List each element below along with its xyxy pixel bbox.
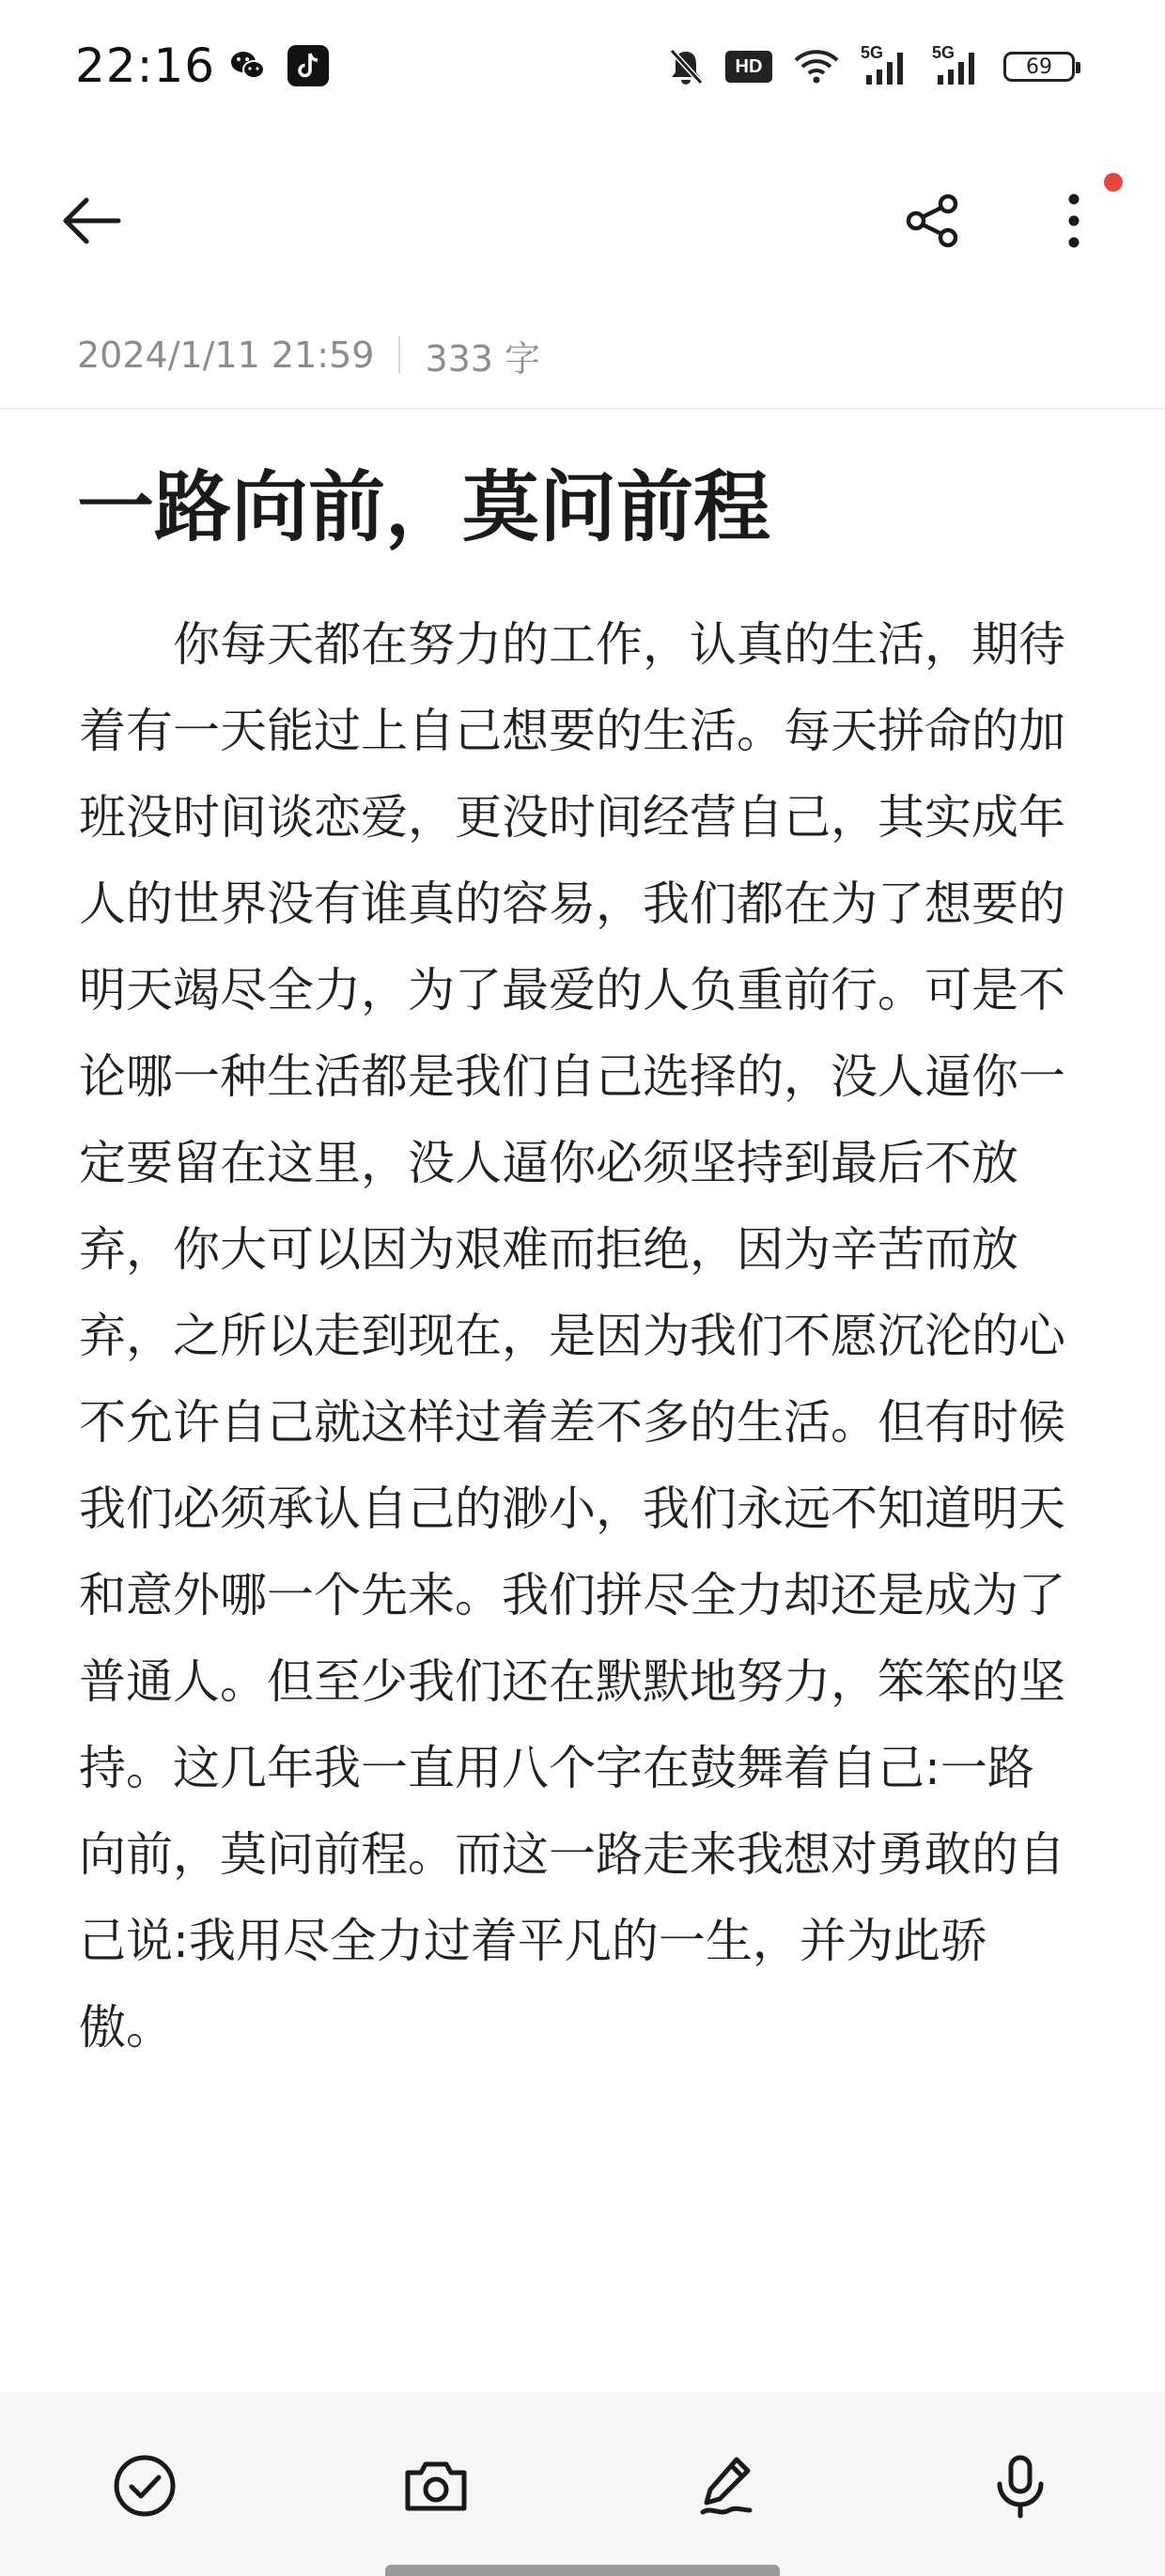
- camera-icon: [402, 2452, 470, 2520]
- network-label: 5G: [861, 43, 884, 62]
- battery-level: 69: [1026, 54, 1052, 79]
- meta-divider: [398, 336, 400, 374]
- signal-5g-icon: [932, 43, 983, 86]
- note-timestamp: 2024/1/11 21:59: [77, 334, 375, 376]
- status-bar: [0, 0, 1165, 141]
- arrow-left-icon: [58, 188, 124, 254]
- mute-icon: [667, 47, 705, 86]
- handwriting-button[interactable]: [680, 2439, 774, 2533]
- home-indicator[interactable]: [385, 2565, 780, 2576]
- hd-icon: HD: [725, 51, 772, 83]
- camera-button[interactable]: [389, 2439, 483, 2533]
- note-body[interactable]: 你每天都在努力的工作，认真的生活，期待着有一天能过上自己想要的生活。每天拼命的加班没时间谈恋爱，更没时间经营自己，其实成年人的世界没有谁真的容易，我们都在为了想要的明天竭尽全力，为了最爱的人负重前行。可是不论哪一种生活都是我们自己选择的，没人逼你一定要留在这里，没人逼你必须坚持到最后不放弃，你大可以因为艰难而拒绝，因为辛苦而放弃，之所以走到现在，是因为我们不愿沉沦的心不允许自己就这样过着差不多的生活。但有时候我们必须承认自己的渺小，我们永远不知道明天和意外哪一个先来。我们拼尽全力却还是成为了普通人。但至少我们还在默默地努力，笨笨的坚持。这几年我一直用八个字在鼓舞着自己:一路向前，莫问前程。而这一路走来我想对勇敢的自己说:我用尽全力过着平凡的一生，并为此骄傲。: [79, 617, 1065, 2055]
- status-indicators: [667, 45, 1075, 88]
- note-toolbar: [0, 169, 1165, 272]
- notification-dot: [1104, 173, 1123, 192]
- voice-input-button[interactable]: [973, 2439, 1067, 2533]
- checklist-icon: [111, 2452, 179, 2520]
- network-label: 5G: [932, 43, 955, 62]
- more-vertical-icon: [1060, 188, 1088, 254]
- header-divider: [0, 408, 1165, 410]
- wechat-icon: [229, 47, 267, 85]
- word-count: 333 字: [425, 337, 541, 380]
- note-meta: [77, 329, 540, 381]
- back-button[interactable]: [49, 178, 133, 263]
- status-time: 22:16: [75, 39, 216, 93]
- tiktok-icon: [287, 45, 329, 86]
- battery-icon: [1003, 52, 1075, 82]
- microphone-icon: [986, 2452, 1054, 2520]
- checklist-button[interactable]: [98, 2439, 192, 2533]
- share-button[interactable]: [891, 178, 975, 263]
- share-icon: [902, 190, 964, 252]
- more-options-button[interactable]: [1032, 178, 1116, 263]
- pen-icon: [693, 2452, 761, 2520]
- wifi-icon: [793, 48, 840, 85]
- signal-5g-icon: [861, 43, 911, 86]
- bottom-toolbar: [0, 2392, 1165, 2576]
- note-title[interactable]: 一路向前，莫问前程: [77, 463, 771, 552]
